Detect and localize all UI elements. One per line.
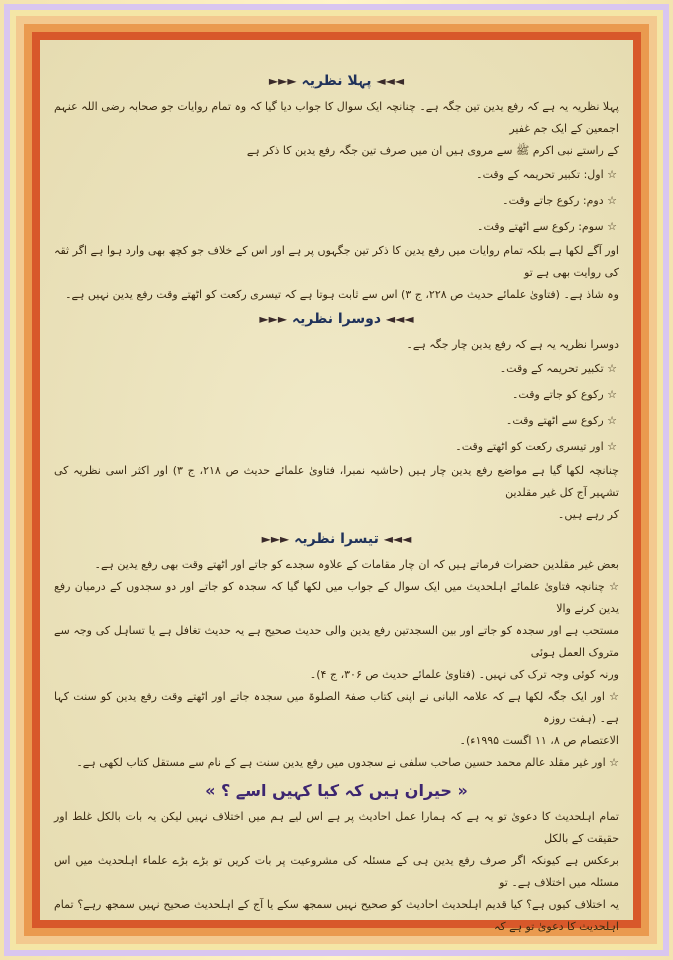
heading-first-theory <box>54 72 619 90</box>
ornament-left: ◄◄◄ <box>385 312 414 326</box>
paragraph-line: کر رہے ہیں۔ <box>557 508 619 521</box>
list-item: ☆ دوم: رکوع جاتے وقت۔ <box>502 194 617 207</box>
heading-second-theory-text: دوسرا نظریہ <box>291 311 382 327</box>
ornament-left: ◄◄◄ <box>376 74 405 88</box>
paragraph-line: وہ شاذ ہے۔ (فتاویٰ علمائے حدیث ص ۲۲۸، ج ۳) اس سے ثابت ہوتا ہے کہ تیسری رکعت کو اٹھتے وقت رفع یدین نہیں ہے۔ <box>65 288 619 301</box>
paragraph-line: تمام اہلحدیث کا دعویٰ تو یہ ہے کہ ہمارا عمل احادیث پر ہے اس لیے ہم میں اختلاف نہیں لیکن یہ بات بالکل غلط اور حقیقت کے بالکل <box>54 810 619 845</box>
paragraph-line: کے راستے نبی اکرم ﷺ سے مروی ہیں ان میں صرف تین جگہ رفع یدین کا ذکر ہے <box>246 144 619 157</box>
ornament-right: » <box>205 781 216 800</box>
heading-conclusion <box>54 780 619 802</box>
paragraph-line: چنانچہ لکھا گیا ہے مواضع رفع یدین چار ہیں (حاشیہ نمبرا، فتاویٰ علمائے حدیث ص ۲۱۸، ج ۳) اور اکثر اسی نظریہ کی تشہیر آج کل غیر مقلدین <box>54 464 619 499</box>
paragraph-line: اور آگے لکھا ہے بلکہ تمام روایات میں رفع یدین کا ذکر تین جگہوں پر ہے اور اس کے خلاف جو کچھ بھی وارد ہوا ہے اگر ثقہ کی روایت بھی ہے تو <box>54 244 619 279</box>
heading-third-theory <box>54 530 619 548</box>
list-item: ☆ اول: تکبیر تحریمہ کے وقت۔ <box>476 168 617 181</box>
paragraph-line: الاعتصام ص ۸، ۱۱ اگست ۱۹۹۵ء)۔ <box>459 734 619 747</box>
heading-second-theory <box>54 310 619 328</box>
paragraph-line: ☆ اور ایک جگہ لکھا ہے کہ علامہ البانی نے اپنی کتاب صفۃ الصلوۃ میں سجدہ جاتے اور اٹھتے وقت رفع یدین کو سنت کہا ہے۔ (ہفت روزہ <box>54 690 619 725</box>
paragraph-line: برعکس ہے کیونکہ اگر صرف رفع یدین ہی کے مسئلہ کی مشروعیت پر بات کریں تو بڑے بڑے علماء اہلحدیث میں اس مسئلہ میں اختلاف ہے۔ تو <box>54 854 619 889</box>
paragraph-line: ☆ اور غیر مقلد عالم محمد حسین صاحب سلفی نے سجدوں میں رفع یدین سنت ہے کے نام سے مستقل کتاب لکھی ہے۔ <box>76 756 619 769</box>
list-item: ☆ اور تیسری رکعت کو اٹھتے وقت۔ <box>455 440 617 453</box>
document-page <box>40 40 633 933</box>
ornament-left: « <box>457 781 468 800</box>
paragraph-line: یہ اختلاف کیوں ہے؟ کیا قدیم اہلحدیث احادیث کو صحیح نہیں سمجھ سکے یا آج کے اہلحدیث صحیح نہیں سمجھ رہے؟ تمام اہلحدیث کا دعویٰ تو ہے کہ <box>54 898 619 933</box>
paragraph-line: مستحب ہے اور سجدہ کو جاتے اور بین السجدتین رفع یدین والی حدیث صحیح ہے یہ حدیث تغافل ہے یا تساہل کی وجہ سے متروک العمل ہوئی <box>54 624 619 659</box>
ornament-right: ►►► <box>268 74 297 88</box>
list-item: ☆ سوم: رکوع سے اٹھتے وقت۔ <box>477 220 617 233</box>
ornament-right: ►►► <box>259 312 288 326</box>
paragraph-line: ☆ چنانچہ فتاویٰ علمائے اہلحدیث میں ایک سوال کے جواب میں لکھا گیا کہ سجدہ کو جاتے اور دو سجدوں کے درمیان رفع یدین کرنے والا <box>54 580 619 615</box>
ornament-left: ◄◄◄ <box>383 532 412 546</box>
heading-conclusion-text: حیران ہیں کہ کیا کہیں اسے ؟ <box>221 781 452 800</box>
paragraph-line: پہلا نظریہ یہ ہے کہ رفع یدین تین جگہ ہے۔ چنانچہ ایک سوال کا جواب دیا گیا کہ وہ تمام روایات جو صحابہ رضی اللہ عنہم اجمعین کے ایک جم غفیر <box>54 100 619 135</box>
paragraph-line: ورنہ کوئی وجہ ترک کی نہیں۔ (فتاویٰ علمائے حدیث ص ۳۰۶، ج ۴)۔ <box>309 668 619 681</box>
list-item: ☆ تکبیر تحریمہ کے وقت۔ <box>499 362 617 375</box>
ornament-right: ►►► <box>261 532 290 546</box>
heading-first-theory-text: پہلا نظریہ <box>301 73 372 89</box>
paragraph-line: بعض غیر مقلدین حضرات فرماتے ہیں کہ ان چار مقامات کے علاوہ سجدے کو جاتے اور اٹھتے وقت بھی رفع یدین ہے۔ <box>94 558 619 571</box>
list-item: ☆ رکوع سے اٹھتے وقت۔ <box>505 414 617 427</box>
list-item: ☆ رکوع کو جاتے وقت۔ <box>511 388 617 401</box>
paragraph-line: دوسرا نظریہ یہ ہے کہ رفع یدین چار جگہ ہے۔ <box>406 338 619 351</box>
heading-third-theory-text: تیسرا نظریہ <box>294 531 379 547</box>
